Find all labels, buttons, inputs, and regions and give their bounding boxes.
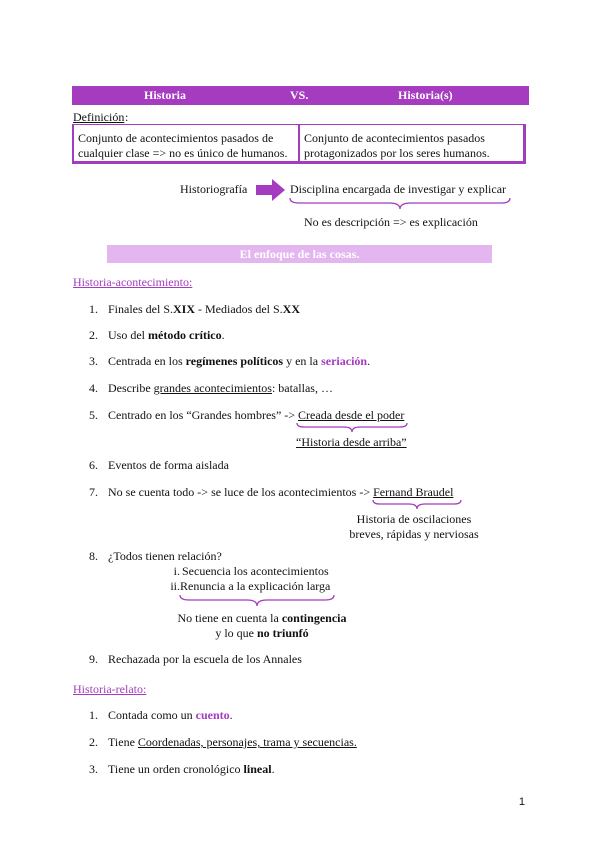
contingencia-note-line1: No tiene en cuenta la contingencia [177, 611, 347, 625]
list-item: 3. Centrada en los regímenes políticos y en la seriación. [89, 354, 371, 368]
definition-label: Definición [73, 110, 125, 124]
historiografia-term: Historiografía [180, 182, 248, 196]
comparison-header [72, 86, 529, 105]
definition-left-box [72, 124, 298, 164]
list-item: 4. Describe grandes acontecimientos: batallas, … [89, 381, 333, 395]
definition-right-line1: Conjunto de acontecimientos pasados [304, 131, 485, 145]
right-arrow-icon [256, 179, 286, 201]
list-item: 3. Tiene un orden cronológico lineal. [89, 762, 275, 776]
list-item: 9. Rechazada por la escuela de los Annales [89, 652, 302, 666]
sub-list-item: ii.Renuncia a la explicación larga [170, 579, 331, 593]
brace-icon [372, 499, 462, 511]
list-item: 8. ¿Todos tienen relación? [89, 549, 222, 563]
brace-icon [289, 197, 511, 211]
definition-left-line2: cualquier clase => no es único de humanos. [78, 146, 288, 160]
brace-icon [296, 422, 408, 434]
header-left: Historia [144, 88, 186, 102]
header-middle: VS. [290, 88, 309, 102]
brace-icon [179, 594, 335, 608]
historia-desde-arriba: “Historia desde arriba” [296, 435, 407, 449]
list-item: 7. No se cuenta todo -> se luce de los acontecimientos -> Fernand Braudel [89, 485, 454, 499]
braudel-note-line1: Historia de oscilaciones [356, 512, 472, 526]
header-right: Historia(s) [398, 88, 453, 102]
definition-colon: : [125, 110, 129, 124]
sub-list-item: i. Secuencia los acontecimientos [173, 564, 329, 578]
definition-right-box [298, 124, 526, 164]
historiografia-note: No es descripción => es explicación [304, 215, 478, 229]
acontecimiento-heading: Historia-acontecimiento: [73, 275, 193, 289]
definition-left-line1: Conjunto de acontecimientos pasados de [78, 131, 274, 145]
list-item: 5. Centrado en los “Grandes hombres” -> Creada desde el poder [89, 408, 405, 422]
page-number: 1 [518, 796, 525, 808]
list-item: 2. Tiene Coordenadas, personajes, trama y secuencias. [89, 735, 357, 749]
contingencia-note-line2: y lo que no triunfó [215, 626, 309, 640]
list-item: 2. Uso del método crítico. [89, 328, 225, 342]
section-bar: El enfoque de las cosas. [107, 245, 492, 263]
definition-right-line2: protagonizados por los seres humanos. [304, 146, 490, 160]
list-item: 6. Eventos de forma aislada [89, 458, 229, 472]
list-item: 1. Finales del S.XIX - Mediados del S.XX [89, 302, 301, 316]
braudel-note-line2: breves, rápidas y nerviosas [349, 527, 479, 541]
historiografia-definition: Disciplina encargada de investigar y explicar [290, 182, 507, 196]
list-item: 1. Contada como un cuento. [89, 708, 233, 722]
relato-heading: Historia-relato: [73, 682, 147, 696]
